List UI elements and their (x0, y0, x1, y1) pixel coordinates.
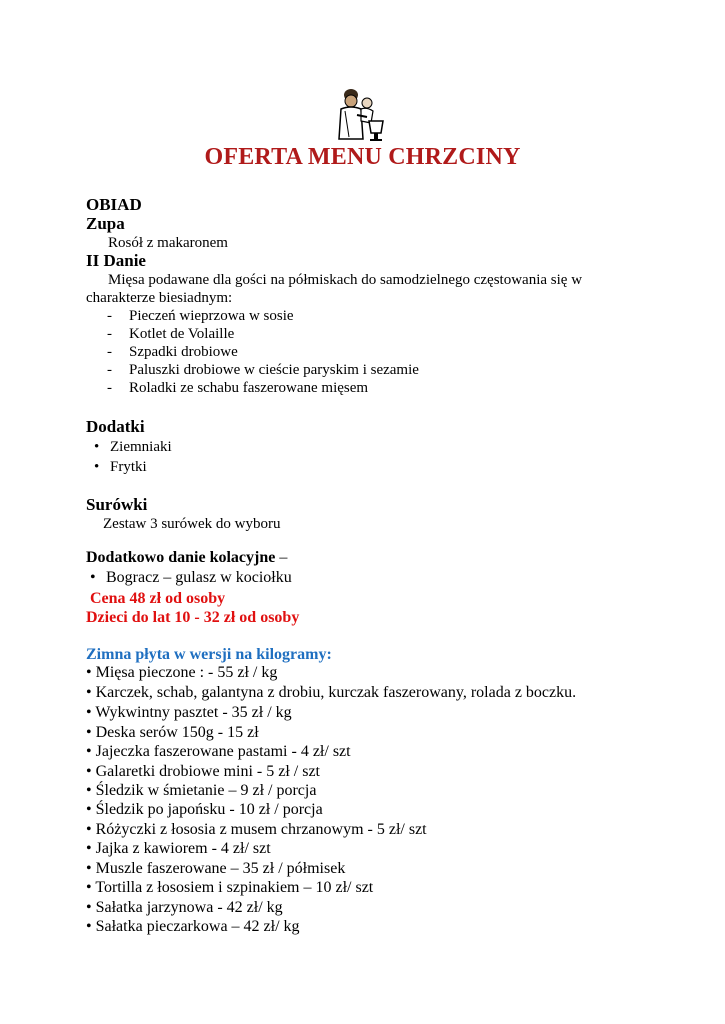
list-item: • Frytki (94, 459, 147, 475)
list-item: • Muszle faszerowane – 35 zł / półmisek (86, 860, 346, 877)
price-text: Cena 48 zł od osoby (90, 590, 226, 607)
list-item: • Jajka z kawiorem - 4 zł/ szt (86, 840, 271, 857)
page-title: OFERTA MENU CHRZCINY (204, 144, 521, 170)
dodatki-heading: Dodatki (86, 417, 145, 436)
obiad-heading: OBIAD (86, 195, 142, 214)
zupa-item: Rosół z makaronem (108, 235, 228, 251)
list-item: • Śledzik w śmietanie – 9 zł / porcja (86, 782, 317, 799)
kolacja-heading: Dodatkowo danie kolacyjne (86, 549, 276, 566)
list-item: - Paluszki drobiowe w cieście paryskim i sezamie (107, 362, 419, 378)
children-price-text: Dzieci do lat 10 - 32 zł od osoby (86, 609, 300, 626)
list-item: • Różyczki z łososia z musem chrzanowym - 5 zł/ szt (86, 821, 427, 838)
list-item: • Deska serów 150g - 15 zł (86, 724, 259, 741)
kolacja-heading-line: Dodatkowo danie kolacyjne – (86, 549, 288, 566)
list-item: • Bogracz – gulasz w kociołku (90, 569, 292, 586)
list-item: - Szpadki drobiowe (107, 344, 238, 360)
drugie-danie-desc-1: Mięsa podawane dla gości na półmiskach do samodzielnego częstowania się w (108, 272, 583, 288)
chef-with-child-illustration-icon (331, 87, 389, 143)
list-item: - Pieczeń wieprzowa w sosie (107, 308, 294, 324)
drugie-danie-desc-2: charakterze biesiadnym: (86, 290, 233, 306)
list-item: • Ziemniaki (94, 439, 172, 455)
list-item: • Jajeczka faszerowane pastami - 4 zł/ szt (86, 743, 351, 760)
list-item: • Mięsa pieczone : - 55 zł / kg (86, 664, 278, 681)
surowki-text: Zestaw 3 surówek do wyboru (103, 516, 281, 532)
list-item: - Roladki ze schabu faszerowane mięsem (107, 380, 369, 396)
list-item: • Sałatka jarzynowa - 42 zł/ kg (86, 899, 283, 916)
list-item: • Śledzik po japońsku - 10 zł / porcja (86, 801, 323, 818)
zimna-plyta-heading: Zimna płyta w wersji na kilogramy: (86, 646, 332, 663)
list-item: • Galaretki drobiowe mini - 5 zł / szt (86, 763, 320, 780)
zupa-heading: Zupa (86, 214, 125, 233)
list-item: • Karczek, schab, galantyna z drobiu, kurczak faszerowany, rolada z boczku. (86, 684, 577, 701)
list-item: • Tortilla z łososiem i szpinakiem – 10 zł/ szt (86, 879, 374, 896)
list-item: • Wykwintny pasztet - 35 zł / kg (86, 704, 292, 721)
list-item: - Kotlet de Volaille (107, 326, 235, 342)
surowki-heading: Surówki (86, 495, 148, 514)
list-item: • Sałatka pieczarkowa – 42 zł/ kg (86, 918, 300, 935)
drugie-danie-heading: II Danie (86, 251, 146, 270)
